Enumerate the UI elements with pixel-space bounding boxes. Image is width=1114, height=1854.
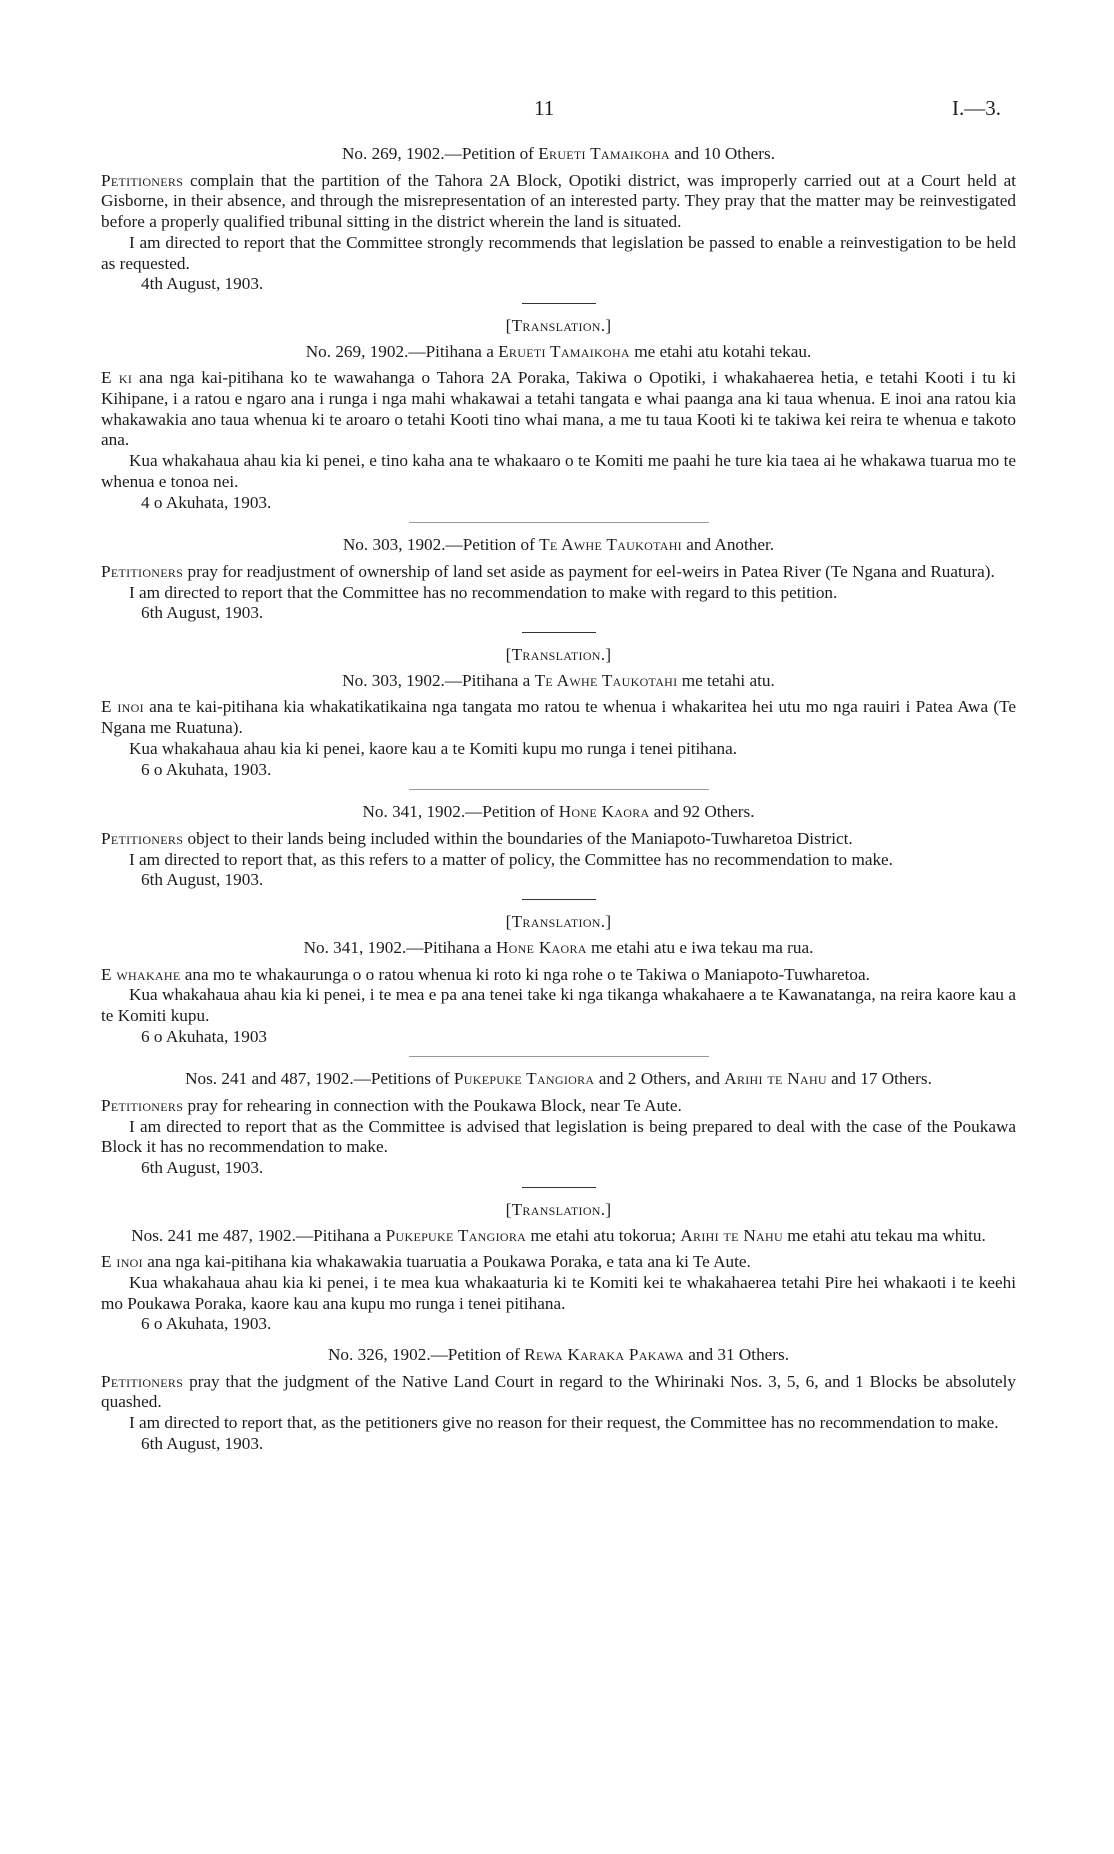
- section-rule: [522, 632, 596, 633]
- translation-date: 4 o Akuhata, 1903.: [141, 492, 272, 512]
- petition-title: No. 326, 1902.—Petition of Rewa Karaka Pakawa and 31 Others.: [327, 1345, 790, 1365]
- report-date: 6th August, 1903.: [141, 1433, 264, 1453]
- committee-report: I am directed to report that the Committee has no recommendation to make with regard to this petition.: [129, 582, 838, 602]
- translation-report: Kua whakahaua ahau kia ki penei, e tino kaha ana te whakaaro o te Komiti me paahi he ture kia taea ai he whakawa tuarua mo te whenua e tonoa nei.: [101, 451, 1016, 491]
- translation-title: No. 269, 1902.—Pitihana a Erueti Tamaikoha me etahi atu kotahi tekau.: [305, 341, 812, 361]
- petition-title: No. 341, 1902.—Petition of Hone Kaora and 92 Others.: [362, 802, 755, 822]
- petition-title: Nos. 241 and 487, 1902.—Petitions of Pukepuke Tangiora and 2 Others, and Arihi te Nahu and 17 Others.: [185, 1069, 932, 1089]
- translation-title: No. 303, 1902.—Pitihana a Te Awhe Taukotahi me tetahi atu.: [342, 670, 775, 690]
- report-date: 4th August, 1903.: [141, 274, 264, 294]
- report-date: 6th August, 1903.: [141, 603, 264, 623]
- translation-date: 6 o Akuhata, 1903.: [141, 1314, 272, 1334]
- translation-body: E whakahe ana mo te whakaurunga o o ratou whenua ki roto ki nga rohe o te Takiwa o Maniapoto-Tuwharetoa.: [101, 964, 870, 984]
- translation-report: Kua whakahaua ahau kia ki penei, i te mea kua whakaaturia ki te Komiti kei te whakahaerea tetahi Pire hei whakaoti i te keehi mo Poukawa Poraka, kaore kau ana kupu mo runga i tenei pitihana.: [101, 1272, 1016, 1313]
- page-content: [101, 144, 1016, 1455]
- petition-title: No. 303, 1902.—Petition of Te Awhe Taukotahi and Another.: [342, 535, 775, 555]
- report-date: 6th August, 1903.: [141, 870, 264, 890]
- committee-report: I am directed to report that the Committee strongly recommends that legislation be passed to enable a reinvestigation to be held as requested.: [101, 232, 1016, 273]
- section-spacer: [101, 1335, 1016, 1345]
- petition-body: Petitioners pray that the judgment of the Native Land Court in regard to the Whirinaki Nos. 3, 5, 6, and 1 Blocks be absolutely quashed.: [101, 1371, 1016, 1412]
- section-divider: [409, 789, 709, 790]
- translation-report: Kua whakahaua ahau kia ki penei, kaore kau a te Komiti kupu mo runga i tenei pitihana.: [129, 738, 738, 758]
- section-rule: [522, 1187, 596, 1188]
- translation-report: Kua whakahaua ahau kia ki penei, i te mea e pa ana tenei take ki nga tikanga whakahaere a te Kawanatanga, na reira kaore kau a te Komiti kupu.: [101, 985, 1016, 1025]
- translation-date: 6 o Akuhata, 1903: [141, 1026, 268, 1046]
- page-number: 11: [534, 96, 555, 120]
- translation-body: E ki ana nga kai-pitihana ko te wawahanga o Tahora 2A Poraka, Takiwa o Opotiki, i whakahaerea hetia, e tetahi Kooti i tu ki Kihipane, i a ratou e ngaro ana i runga i nga mahi whakawai a tetahi tangata e whai paanga ana ki taua whenua. E inoi ana ratou kia whakawakia ano taua whenua ki te aroaro o tetahi Kooti tino whai mana, a me tu taua Kooti ki te takiwa kei reira te whenua e takoto ana.: [101, 368, 1016, 450]
- petition-body: Petitioners pray for readjustment of ownership of land set aside as payment for eel-weirs in Patea River (Te Ngana and Ruatura).: [101, 561, 995, 581]
- section-rule: [522, 303, 596, 304]
- petition-body: Petitioners complain that the partition of the Tahora 2A Block, Opotiki district, was improperly carried out at a Court held at Gisborne, in their absence, and through the misrepresentation of an interested party. They pray that the matter may be reinvestigated before a properly qualified tribunal sitting in the district wherein the land is situated.: [101, 170, 1016, 232]
- translation-body: E inoi ana nga kai-pitihana kia whakawakia tuaruatia a Poukawa Poraka, e tata ana ki Te Aute.: [101, 1252, 751, 1272]
- petition-title: No. 269, 1902.—Petition of Erueti Tamaikoha and 10 Others.: [341, 144, 776, 163]
- section-divider: [409, 1056, 709, 1057]
- translation-body: E inoi ana te kai-pitihana kia whakatikatikaina nga tangata mo ratou te whenua i whakaritea hei utu mo nga rauiri i Patea Awa (Te Ngana me Ruatuna).: [101, 697, 1016, 738]
- translation-heading: [Translation.]: [505, 1199, 612, 1219]
- translation-heading: [Translation.]: [505, 645, 612, 665]
- petition-body: Petitioners pray for rehearing in connection with the Poukawa Block, near Te Aute.: [101, 1096, 682, 1116]
- translation-heading: [Translation.]: [505, 315, 612, 335]
- committee-report: I am directed to report that, as the petitioners give no reason for their request, the Committee has no recommendation to make.: [129, 1413, 999, 1433]
- report-date: 6th August, 1903.: [141, 1158, 264, 1178]
- section-rule: [522, 899, 596, 900]
- translation-heading: [Translation.]: [505, 912, 612, 932]
- petition-body: Petitioners object to their lands being included within the boundaries of the Maniapoto-Tuwharetoa District.: [101, 828, 853, 848]
- page-header: [0, 96, 1114, 126]
- committee-report: I am directed to report that as the Committee is advised that legislation is being prepared to deal with the case of the Poukawa Block it has no recommendation to make.: [101, 1116, 1016, 1157]
- translation-title: Nos. 241 me 487, 1902.—Pitihana a Pukepuke Tangiora me etahi atu tokorua; Arihi te Nahu me etahi atu tekau ma whitu.: [131, 1225, 986, 1245]
- section-divider: [409, 522, 709, 523]
- translation-date: 6 o Akuhata, 1903.: [141, 759, 272, 779]
- translation-title: No. 341, 1902.—Pitihana a Hone Kaora me etahi atu e iwa tekau ma rua.: [303, 937, 814, 957]
- document-reference: I.—3.: [952, 96, 1001, 120]
- committee-report: I am directed to report that, as this refers to a matter of policy, the Committee has no recommendation to make.: [129, 849, 893, 869]
